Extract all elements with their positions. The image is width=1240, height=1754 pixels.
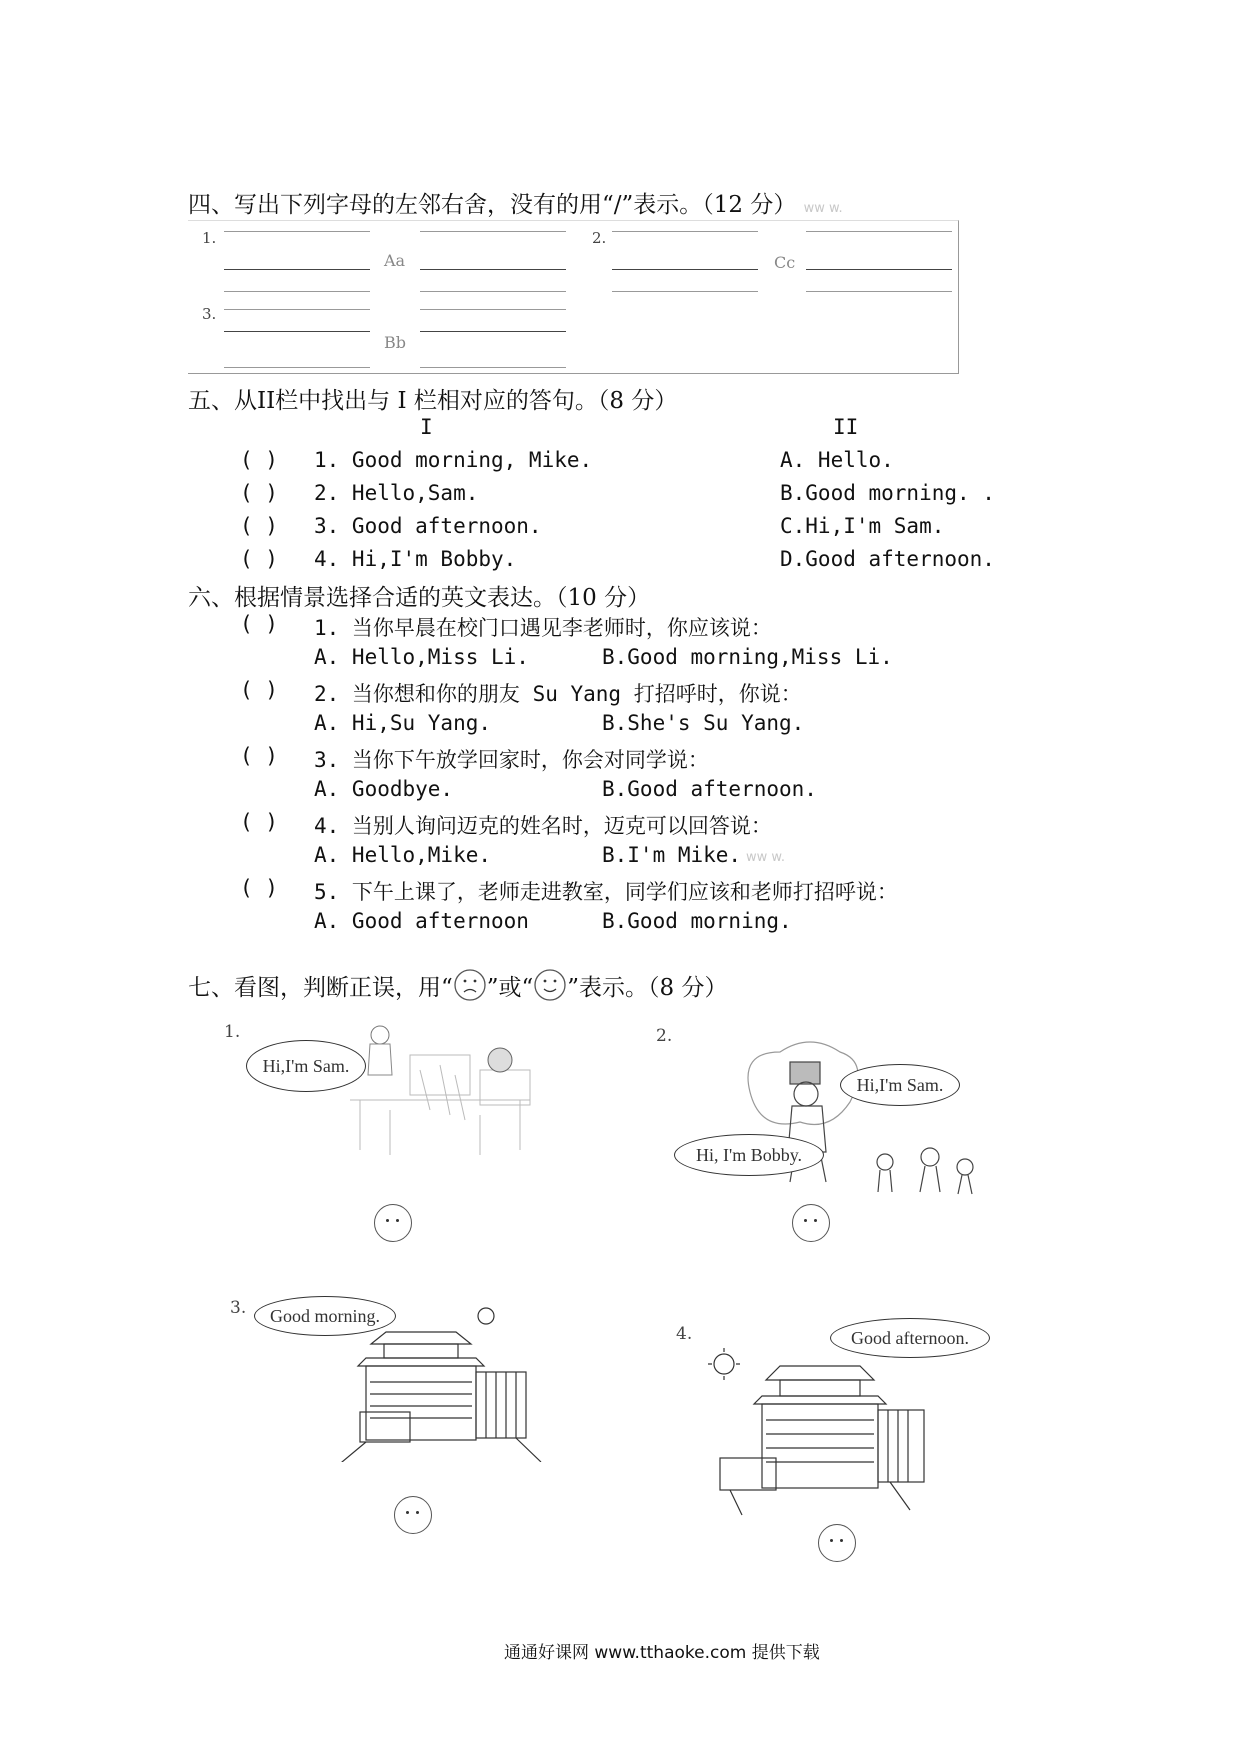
option-b: B.Good morning. [602, 909, 792, 933]
answer-paren[interactable]: ( ) [240, 612, 278, 636]
situation-question: 2. 当你想和你的朋友 Su Yang 打招呼时，你说： [314, 682, 802, 706]
option-a: A. Hi,Su Yang. [314, 711, 492, 735]
school-building-illustration [700, 1330, 930, 1520]
option-a: A. Hello,Miss Li. [314, 645, 529, 669]
letter-item-number: 3. [202, 305, 217, 323]
column-header-1: I [420, 415, 433, 439]
happy-face-icon [533, 968, 567, 1002]
answer-face-circle[interactable] [394, 1496, 432, 1534]
option-a: A. Good afternoon [314, 909, 529, 933]
answer-paren[interactable]: ( ) [240, 514, 278, 538]
match-question: 1. Good morning, Mike. [314, 448, 593, 472]
match-answer: D.Good afternoon. [780, 547, 995, 571]
match-answer: A. Hello. [780, 448, 894, 472]
section6-title: 六、根据情景选择合适的英文表达。（10 分） [188, 585, 651, 611]
letter-answer-line[interactable] [612, 269, 758, 270]
answer-face-circle[interactable] [818, 1524, 856, 1562]
letter-answer-line[interactable] [420, 269, 566, 270]
situation-question: 5. 下午上课了，老师走进教室，同学们应该和老师打招呼说： [314, 880, 898, 904]
match-answer: C.Hi,I'm Sam. [780, 514, 945, 538]
section5-title: 五、从II栏中找出与 I 栏相对应的答句。（8 分） [188, 388, 678, 414]
footer-text: 通通好课网 www.tthaoke.com 提供下载 [504, 1643, 820, 1663]
speech-bubble: Good morning. [254, 1296, 396, 1336]
answer-paren[interactable]: ( ) [240, 876, 278, 900]
speech-bubble-2: Hi, I'm Bobby. [674, 1134, 824, 1176]
answer-paren[interactable]: ( ) [240, 678, 278, 702]
picture-number: 3. [230, 1298, 247, 1318]
section4-title: 四、写出下列字母的左邻右舍，没有的用“/”表示。（12 分） ww w. [188, 192, 843, 218]
option-b: B.She's Su Yang. [602, 711, 805, 735]
letter-item-number: 2. [592, 229, 607, 247]
watermark: ww w. [746, 850, 785, 865]
option-b: B.Good morning,Miss Li. [602, 645, 893, 669]
letter-answer-line[interactable] [224, 331, 370, 332]
picture-number: 1. [224, 1022, 241, 1042]
answer-paren[interactable]: ( ) [240, 481, 278, 505]
letter-answer-line[interactable] [420, 331, 566, 332]
answer-paren[interactable]: ( ) [240, 547, 278, 571]
sad-face-icon [453, 968, 487, 1002]
column-header-2: II [833, 415, 859, 439]
section7-title: 七、看图，判断正误，用“ ”或“ ”表示。（8 分） [188, 968, 728, 1002]
situation-question: 4. 当别人询问迈克的姓名时，迈克可以回答说： [314, 814, 772, 838]
letter-prompt: Cc [774, 253, 796, 272]
option-a: A. Goodbye. [314, 777, 454, 801]
classroom-illustration [330, 1020, 560, 1160]
speech-bubble: Hi,I'm Sam. [246, 1040, 366, 1092]
answer-paren[interactable]: ( ) [240, 448, 278, 472]
letter-answer-line[interactable] [806, 269, 952, 270]
speech-bubble: Good afternoon. [830, 1318, 990, 1358]
situation-question: 1. 当你早晨在校门口遇见李老师时，你应该说： [314, 616, 772, 640]
answer-paren[interactable]: ( ) [240, 810, 278, 834]
match-question: 2. Hello,Sam. [314, 481, 479, 505]
option-b: B.I'm Mike. [602, 843, 742, 867]
option-b: B.Good afternoon. [602, 777, 817, 801]
match-question: 3. Good afternoon. [314, 514, 542, 538]
letter-prompt: Bb [384, 333, 406, 352]
situation-question: 3. 当你下午放学回家时，你会对同学说： [314, 748, 709, 772]
match-answer: B.Good morning. . [780, 481, 995, 505]
answer-face-circle[interactable] [792, 1204, 830, 1242]
watermark: ww w. [803, 201, 843, 216]
animals-illustration [740, 1032, 990, 1202]
letter-box [188, 220, 959, 374]
letter-item-number: 1. [202, 229, 217, 247]
answer-paren[interactable]: ( ) [240, 744, 278, 768]
letter-answer-line[interactable] [224, 269, 370, 270]
match-question: 4. Hi,I'm Bobby. [314, 547, 517, 571]
picture-number: 4. [676, 1324, 693, 1344]
picture-number: 2. [656, 1026, 673, 1046]
answer-face-circle[interactable] [374, 1204, 412, 1242]
speech-bubble: Hi,I'm Sam. [840, 1064, 960, 1106]
option-a: A. Hello,Mike. [314, 843, 492, 867]
letter-prompt: Aa [384, 251, 406, 270]
